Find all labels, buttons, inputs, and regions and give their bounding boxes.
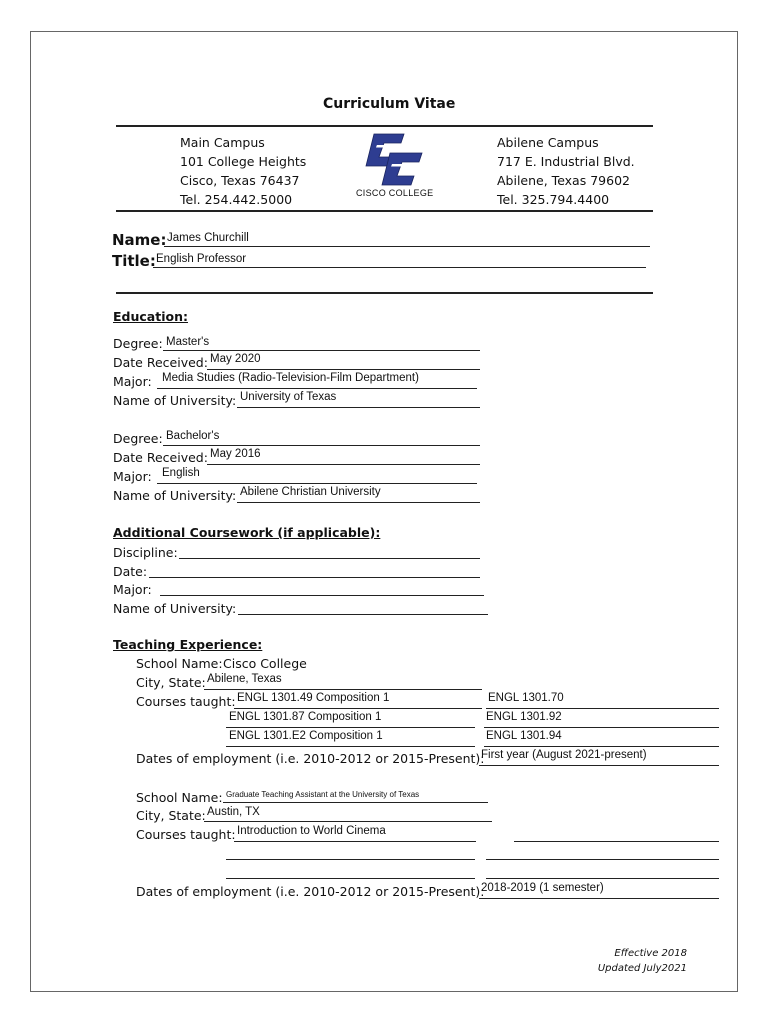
university-label: Name of University: xyxy=(113,601,237,616)
dates-of-employment-underline xyxy=(479,898,719,899)
date-label: Date: xyxy=(113,564,148,579)
dates-of-employment-field[interactable]: First year (August 2021-present) xyxy=(481,749,647,761)
discipline-underline[interactable] xyxy=(179,558,480,559)
course-underline[interactable] xyxy=(486,878,719,879)
school-name-field[interactable]: Graduate Teaching Assistant at the University of Texas xyxy=(226,790,420,799)
university-label: Name of University: xyxy=(113,393,237,408)
date-received-label: Date Received: xyxy=(113,450,208,465)
course-field[interactable]: Introduction to World Cinema xyxy=(237,825,386,837)
name-underline xyxy=(164,246,650,247)
course-underline[interactable] xyxy=(486,859,719,860)
major-field[interactable]: English xyxy=(162,467,200,479)
header-top-rule xyxy=(116,125,653,127)
dates-of-employment-label: Dates of employment (i.e. 2010-2012 or 2015-Present): xyxy=(136,884,485,899)
additional-coursework-heading: Additional Coursework (if applicable): xyxy=(113,525,381,540)
date-received-field[interactable]: May 2020 xyxy=(210,353,261,365)
university-underline[interactable] xyxy=(238,614,488,615)
degree-underline xyxy=(163,445,480,446)
major-underline[interactable] xyxy=(160,595,484,596)
major-underline xyxy=(157,483,477,484)
main-campus-line: Main Campus xyxy=(180,135,265,150)
course-underline xyxy=(484,746,719,747)
course-field[interactable]: ENGL 1301.87 Composition 1 xyxy=(229,711,382,723)
dates-of-employment-underline xyxy=(479,765,719,766)
abilene-campus-line: Tel. 325.794.4400 xyxy=(497,192,610,207)
city-state-label: City, State: xyxy=(136,675,206,690)
city-state-underline xyxy=(204,689,482,690)
major-label: Major: xyxy=(113,374,152,389)
abilene-campus-address xyxy=(497,133,635,209)
abilene-campus-line: Abilene, Texas 79602 xyxy=(497,173,630,188)
course-field[interactable]: ENGL 1301.92 xyxy=(486,711,562,723)
city-state-field[interactable]: Austin, TX xyxy=(207,806,260,818)
footer-updated: Updated July2021 xyxy=(597,963,687,974)
degree-field[interactable]: Bachelor's xyxy=(166,430,220,442)
main-campus-line: Cisco, Texas 76437 xyxy=(180,173,300,188)
date-underline[interactable] xyxy=(149,577,480,578)
course-underline xyxy=(486,708,719,709)
course-underline[interactable] xyxy=(226,859,475,860)
course-underline[interactable] xyxy=(226,878,475,879)
abilene-campus-line: Abilene Campus xyxy=(497,135,599,150)
main-campus-line: Tel. 254.442.5000 xyxy=(180,192,293,207)
university-underline xyxy=(237,407,480,408)
major-label: Major: xyxy=(113,582,152,597)
education-heading: Education: xyxy=(113,309,188,324)
course-underline xyxy=(226,746,475,747)
school-name-label: School Name: xyxy=(136,656,223,671)
degree-label: Degree: xyxy=(113,336,163,351)
course-field[interactable]: ENGL 1301.70 xyxy=(488,692,564,704)
city-state-underline xyxy=(204,821,492,822)
course-field[interactable]: ENGL 1301.E2 Composition 1 xyxy=(229,730,383,742)
courses-taught-label: Courses taught: xyxy=(136,694,236,709)
city-state-field[interactable]: Abilene, Texas xyxy=(207,673,282,685)
degree-field[interactable]: Master's xyxy=(166,336,210,348)
course-underline[interactable] xyxy=(514,841,719,842)
dates-of-employment-field[interactable]: 2018-2019 (1 semester) xyxy=(481,882,604,894)
university-field[interactable]: Abilene Christian University xyxy=(240,486,381,498)
courses-taught-label: Courses taught: xyxy=(136,827,236,842)
major-field[interactable]: Media Studies (Radio-Television-Film Department) xyxy=(162,372,419,384)
degree-underline xyxy=(163,350,480,351)
degree-label: Degree: xyxy=(113,431,163,446)
discipline-label: Discipline: xyxy=(113,545,178,560)
date-received-label: Date Received: xyxy=(113,355,208,370)
course-field[interactable]: ENGL 1301.49 Composition 1 xyxy=(237,692,390,704)
course-field[interactable]: ENGL 1301.94 xyxy=(486,730,562,742)
title-label: Title: xyxy=(112,252,156,270)
document-title: Curriculum Vitae xyxy=(323,96,456,112)
school-name-label: School Name: xyxy=(136,790,223,805)
date-received-underline xyxy=(207,464,480,465)
university-underline xyxy=(237,502,480,503)
teaching-experience-heading: Teaching Experience: xyxy=(113,637,263,652)
main-campus-line: 101 College Heights xyxy=(180,154,307,169)
major-underline xyxy=(157,388,477,389)
logo-caption: CISCO COLLEGE xyxy=(356,188,434,198)
school-name-field[interactable]: Cisco College xyxy=(223,656,307,671)
course-underline xyxy=(234,708,482,709)
name-field[interactable]: James Churchill xyxy=(167,232,249,244)
major-label: Major: xyxy=(113,469,152,484)
course-underline xyxy=(484,727,719,728)
name-label: Name: xyxy=(112,231,167,249)
course-underline xyxy=(234,841,476,842)
school-name-underline xyxy=(223,802,488,803)
date-received-field[interactable]: May 2016 xyxy=(210,448,261,460)
date-received-underline xyxy=(207,369,480,370)
university-label: Name of University: xyxy=(113,488,237,503)
title-field[interactable]: English Professor xyxy=(156,253,247,265)
city-state-label: City, State: xyxy=(136,808,206,823)
university-field[interactable]: University of Texas xyxy=(240,391,337,403)
main-campus-address xyxy=(180,133,306,209)
title-underline xyxy=(153,267,646,268)
section-rule xyxy=(116,292,653,294)
header-bottom-rule xyxy=(116,210,653,212)
abilene-campus-line: 717 E. Industrial Blvd. xyxy=(497,154,635,169)
course-underline xyxy=(226,727,475,728)
dates-of-employment-label: Dates of employment (i.e. 2010-2012 or 2015-Present): xyxy=(136,751,485,766)
footer-effective: Effective 2018 xyxy=(614,948,687,959)
